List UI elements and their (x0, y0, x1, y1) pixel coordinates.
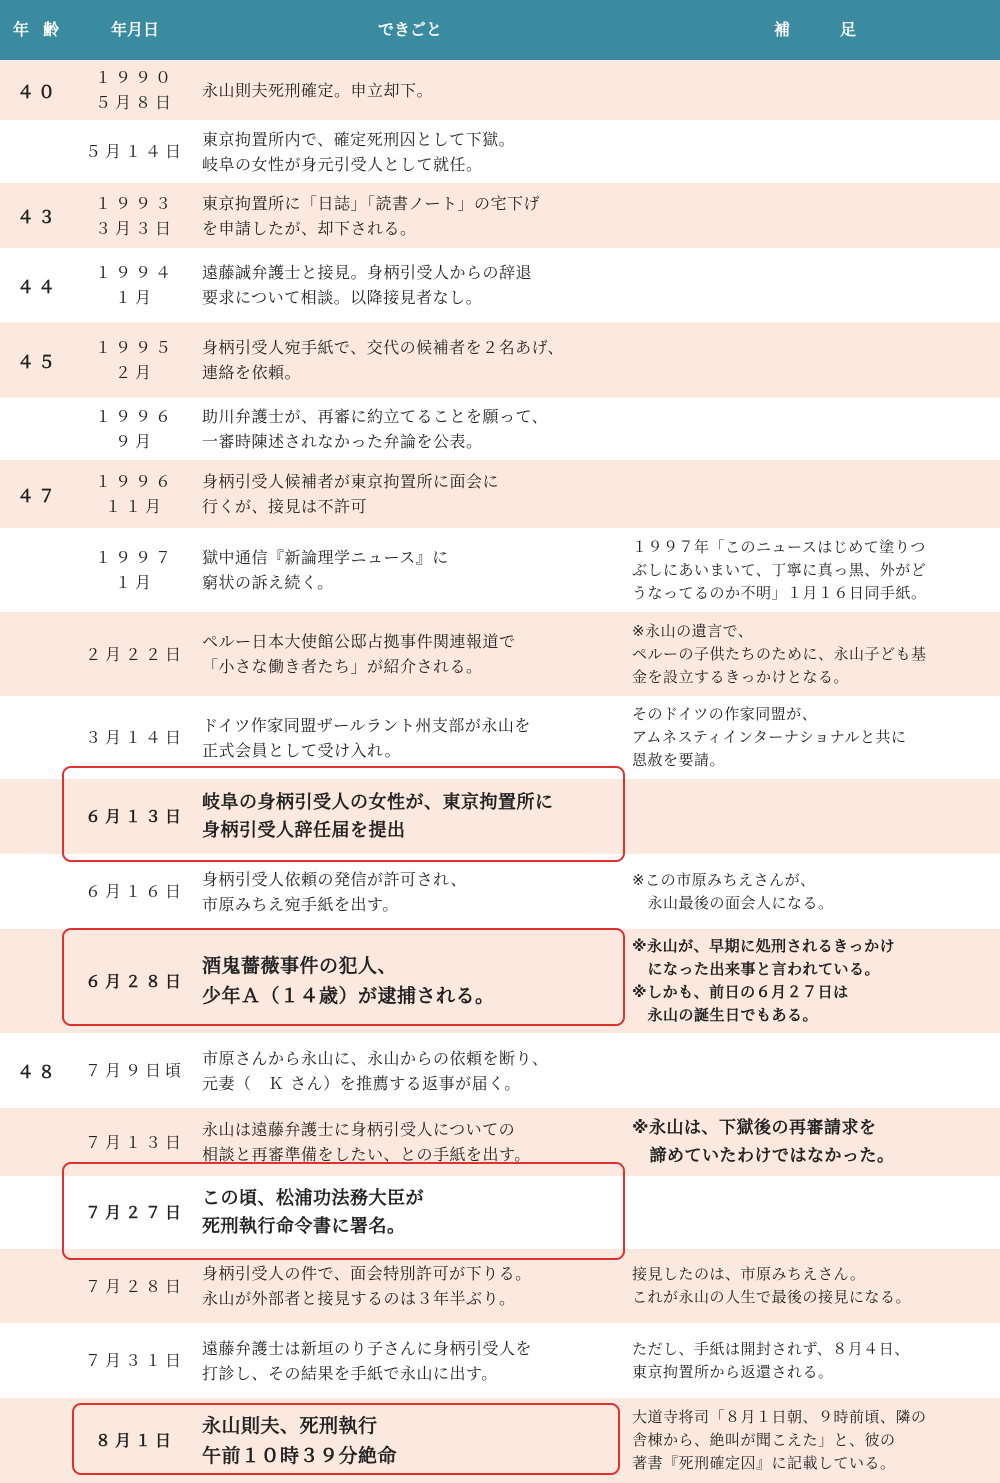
age-cell (0, 779, 76, 854)
date-cell: ６月１３日 (85, 807, 186, 826)
date-cell: １９９３ ３月３日 (94, 193, 175, 238)
date-cell: １９９０ ５月８日 (94, 68, 175, 112)
note-cell: ※永山が、早期に処刑されるきっかけ になった出来事と言われている。 ※しかも、前日の６月２７日は 永山の誕生日でもある。 (632, 937, 896, 1024)
note-cell: 大道寺将司「８月１日朝、９時前頃、隣の 舎棟から、絶叫が聞こえた」と、彼の 著書『死刑確定囚』に記載している。 (632, 1408, 927, 1472)
note-cell: ※この市原みちえさんが、 永山最後の面会人になる。 (632, 870, 834, 912)
age-cell: ４０ (17, 82, 59, 103)
table-row (0, 1249, 1000, 1323)
age-cell (0, 1108, 76, 1176)
table-row (0, 528, 1000, 612)
age-cell (0, 528, 76, 612)
table-row (0, 779, 1000, 854)
event-cell: 市原さんから永山に、永山からの依頼を断り、 元妻（ Ｋ さん）を推薦する返事が届く。 (202, 1048, 549, 1093)
note-cell: ただし、手紙は開封されず、８月４日、 東京拘置所から返還される。 (632, 1339, 910, 1381)
event-cell: 永山は遠藤弁護士に身柄引受人についての 相談と再審準備をしたい、との手紙を出す。 (202, 1120, 531, 1164)
age-cell (0, 398, 76, 460)
note-cell (632, 60, 1000, 120)
table-row (0, 1176, 1000, 1249)
header-event: できごと (377, 20, 442, 39)
table-row (0, 696, 1000, 779)
table-row (0, 183, 1000, 248)
date-cell: ８月１日 (94, 1431, 175, 1450)
event-cell: 東京拘置所内で、確定死刑囚として下獄。 岐阜の女性が身元引受人として就任。 (202, 129, 516, 174)
table-row (0, 398, 1000, 460)
note-cell: ※永山は、下獄後の再審請求を 諦めていたわけではなかった。 (632, 1118, 895, 1166)
event-cell: ペルー日本大使館公邸占拠事件関連報道で 「小さな働き者たち」が紹介される。 (202, 632, 516, 676)
date-cell: ３月１４日 (85, 728, 186, 747)
note-cell: 接見したのは、市原みちえさん。 これが永山の人生で最後の接見になる。 (632, 1265, 912, 1306)
age-cell: ４７ (17, 486, 59, 507)
note-cell: １９９７年「このニュースはじめて塗りつ ぶしにあいまいて、丁寧に真っ黒、外がど うなってるのか不明」１月１６日同手紙。 (632, 537, 927, 602)
note-cell (632, 1176, 1000, 1249)
note-cell: ※永山の遺言で、 ペルーの子供たちのために、永山子ども基 金を設立するきっかけとなる。 (632, 621, 927, 686)
date-cell: ５月１４日 (85, 142, 186, 161)
note-cell (632, 779, 1000, 854)
event-cell: この頃、松浦功法務大臣が 死刑執行命令書に署名。 (202, 1187, 424, 1237)
age-cell (0, 1249, 76, 1323)
table-row (0, 612, 1000, 696)
note-cell (632, 248, 1000, 322)
event-cell: 遠藤誠弁護士と接見。身柄引受人からの辞退 要求について相談。以降接見者なし。 (202, 263, 533, 307)
age-cell (0, 854, 76, 929)
date-cell: ７月２８日 (85, 1276, 186, 1296)
age-cell: ４５ (17, 352, 59, 373)
date-cell: １９９５ ２月 (94, 338, 175, 382)
header-date: 年月日 (110, 20, 159, 39)
event-cell: 助川弁護士が、再審に約立てることを願って、 一審時陳述されなかった弁論を公表。 (202, 407, 549, 451)
date-cell: ６月２８日 (85, 971, 186, 991)
age-cell (0, 1176, 76, 1249)
event-cell: 身柄引受人依頼の発信が許可され、 市原みちえ宛手紙を出す。 (202, 869, 467, 914)
header-age: 年齢 (12, 20, 73, 39)
event-cell: 東京拘置所に「日誌」「読書ノート」の宅下げ を申請したが、却下される。 (202, 193, 541, 238)
event-cell: 獄中通信『新論理学ニュース』に 窮状の訴え続く。 (202, 548, 449, 592)
date-cell: １９９４ １月 (94, 263, 175, 307)
table-row (0, 248, 1000, 322)
table-row (0, 1033, 1000, 1108)
event-cell: ドイツ作家同盟ザールラント州支部が永山を 正式会員として受け入れ。 (202, 715, 531, 760)
age-cell: ４３ (17, 208, 59, 228)
date-cell: ６月１６日 (85, 882, 186, 901)
table-row (0, 120, 1000, 183)
table-row (0, 60, 1000, 120)
note-cell: そのドイツの作家同盟が、 アムネスティインターナショナルと共に 恩赦を要請。 (632, 705, 907, 769)
table-row (0, 854, 1000, 929)
event-cell: 永山則夫、死刑執行 午前１０時３９分絶命 (202, 1414, 398, 1467)
age-cell: ４８ (17, 1063, 59, 1083)
age-cell (0, 696, 76, 779)
event-cell: 遠藤弁護士は新垣のり子さんに身柄引受人を 打診し、その結果を手紙で永山に出す。 (202, 1338, 533, 1383)
note-cell (632, 120, 1000, 183)
event-cell: 酒鬼薔薇事件の犯人、 少年Ａ（１４歳）が逮捕される。 (202, 955, 495, 1007)
date-cell: １９９６ ９月 (94, 407, 175, 451)
table-row (0, 1323, 1000, 1398)
header-note: 補足 (773, 20, 906, 39)
event-cell: 身柄引受人宛手紙で、交代の候補者を２名あげ、 連絡を依頼。 (202, 338, 565, 382)
age-cell (0, 1398, 76, 1483)
date-cell: １９９６ １１月 (94, 472, 175, 516)
note-cell (632, 460, 1000, 528)
table-row (0, 1398, 1000, 1483)
table-header (0, 0, 1000, 60)
date-cell: ７月１３日 (85, 1132, 186, 1152)
event-cell: 身柄引受人候補者が東京拘置所に面会に 行くが、接見は不許可 (202, 472, 500, 516)
table-row (0, 1108, 1000, 1176)
age-cell (0, 1323, 76, 1398)
event-cell: 永山則夫死刑確定。申立却下。 (202, 80, 434, 100)
date-cell: １９９７ １月 (94, 548, 175, 592)
age-cell (0, 120, 76, 183)
date-cell: ７月２７日 (85, 1203, 186, 1222)
age-cell: ４４ (17, 277, 59, 298)
note-cell (632, 183, 1000, 248)
date-cell: ２月２２日 (85, 644, 186, 664)
table-row (0, 929, 1000, 1033)
date-cell: ７月９日頃 (85, 1061, 186, 1080)
date-cell: ７月３１日 (85, 1351, 186, 1370)
note-cell (632, 398, 1000, 460)
table-row (0, 460, 1000, 528)
age-cell (0, 612, 76, 696)
event-cell: 岐阜の身柄引受人の女性が、東京拘置所に 身柄引受人辞任届を提出 (202, 791, 554, 841)
note-cell (632, 1033, 1000, 1108)
note-cell (632, 322, 1000, 398)
event-cell: 身柄引受人の件で、面会特別許可が下りる。 永山が外部者と接見するのは３年半ぶり。 (202, 1264, 532, 1308)
age-cell (0, 929, 76, 1033)
table-row (0, 322, 1000, 398)
